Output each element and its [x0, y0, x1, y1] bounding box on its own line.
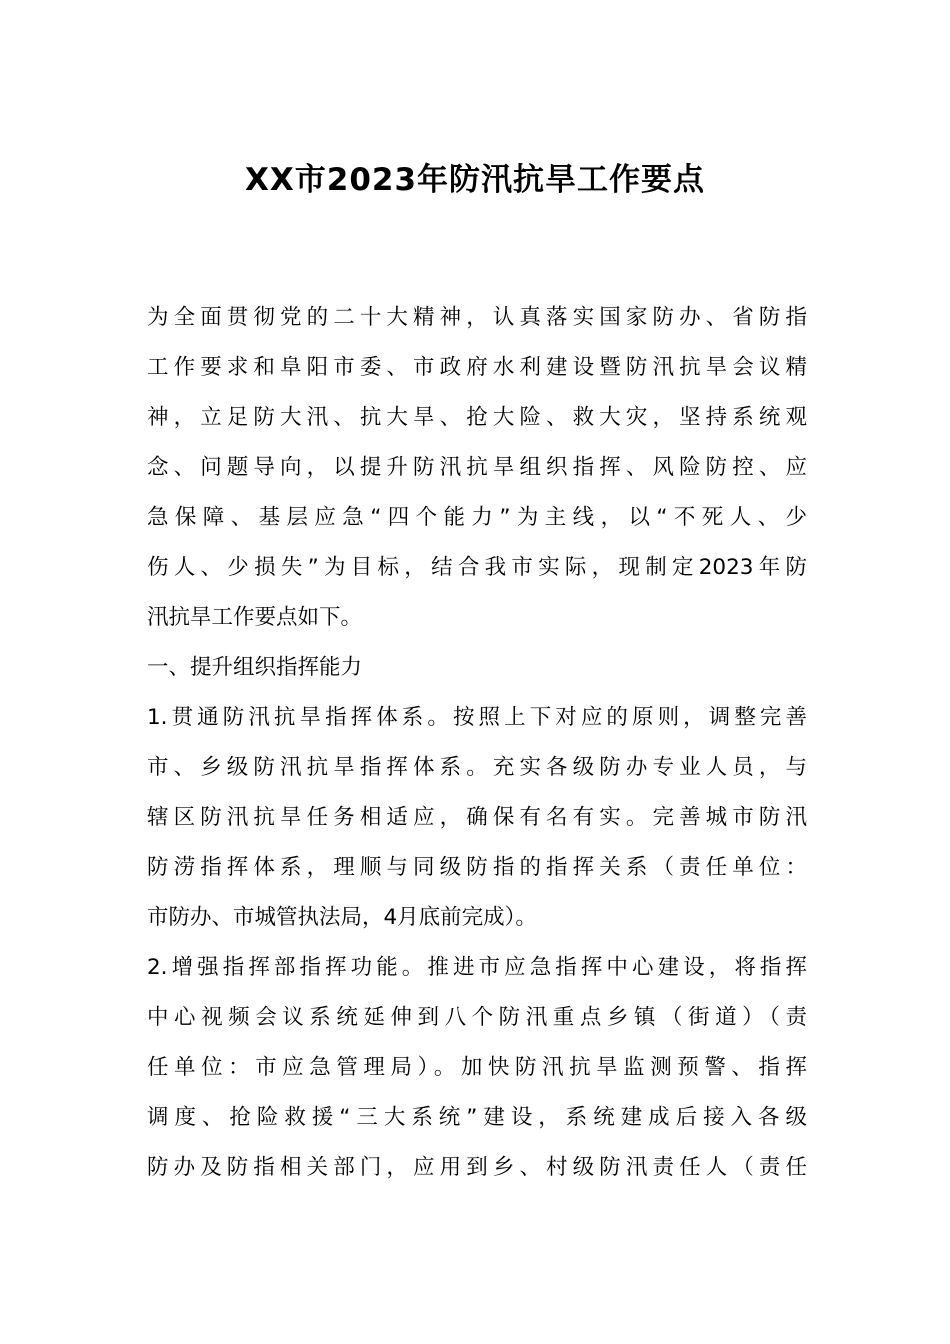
- body-line: 市防办、市城管执法局，4月底前完成）。: [147, 905, 537, 930]
- body-line: 任单位：市应急管理局）。加快防汛抗旱监测预警、指挥: [147, 1055, 807, 1080]
- body-line: 中心视频会议系统延伸到八个防汛重点乡镇（街道）（责: [147, 1005, 807, 1030]
- body-line: 2.增强指挥部指挥功能。推进市应急指挥中心建设，将指挥: [147, 955, 807, 980]
- body-line: 急保障、基层应急“四个能力”为主线，以“不死人、少: [147, 505, 807, 530]
- document-title: XX市2023年防汛抗旱工作要点: [244, 162, 706, 198]
- body-line: 神，立足防大汛、抗大旱、抢大险、救大灾，坚持系统观: [147, 405, 807, 430]
- body-line: 辖区防汛抗旱任务相适应，确保有名有实。完善城市防汛: [147, 805, 807, 830]
- section-heading: 一、提升组织指挥能力: [147, 655, 363, 680]
- body-line: 念、问题导向，以提升防汛抗旱组织指挥、风险防控、应: [147, 455, 807, 480]
- body-line: 防涝指挥体系，理顺与同级防指的指挥关系（责任单位：: [147, 855, 807, 880]
- body-line: 为全面贯彻党的二十大精神，认真落实国家防办、省防指: [147, 305, 807, 330]
- body-line: 调度、抢险救援“三大系统”建设，系统建成后接入各级: [147, 1105, 807, 1130]
- document-body: [147, 293, 807, 1193]
- body-line: 市、乡级防汛抗旱指挥体系。充实各级防办专业人员，与: [147, 755, 807, 780]
- body-line: 伤人、少损失”为目标，结合我市实际，现制定2023年防: [147, 555, 807, 580]
- body-line: 汛抗旱工作要点如下。: [147, 605, 363, 630]
- body-line: 防办及防指相关部门，应用到乡、村级防汛责任人（责任: [147, 1155, 807, 1180]
- body-line: 1.贯通防汛抗旱指挥体系。按照上下对应的原则，调整完善: [147, 705, 807, 730]
- body-line: 工作要求和阜阳市委、市政府水利建设暨防汛抗旱会议精: [147, 355, 807, 380]
